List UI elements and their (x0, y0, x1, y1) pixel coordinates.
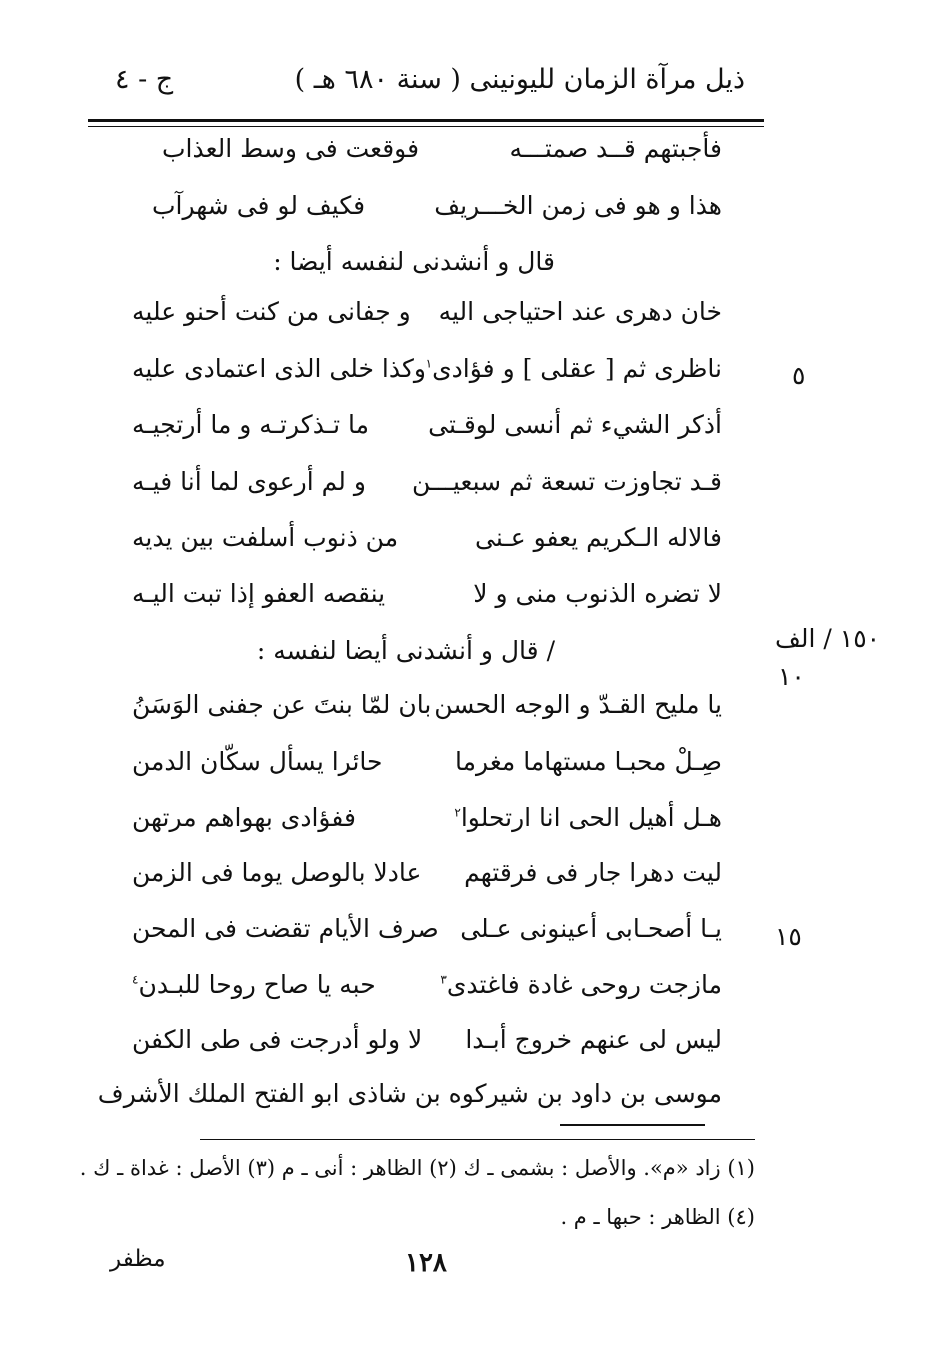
hemistich-first: مازجت روحى غادة فاغتدى$^٣$ (440, 970, 722, 999)
entry-heading: موسى بن داود بن شيركوه بن شاذى ابو الفتح الملك الأشرف (97, 1079, 722, 1108)
verse-line (132, 1025, 722, 1065)
hemistich-second: ما تـذكرتـه و ما أرتجيـه (132, 410, 370, 439)
verse-line (132, 803, 722, 843)
hemistich-first: هـل أهيل الحى انا ارتحلوا$^٢$ (454, 803, 722, 832)
note-mark: ٢ (454, 805, 461, 820)
footnote-line: (١) زاد «م». والأصل : بشمى ـ ك (٢) الظاهر : أنى ـ م (٣) الأصل : غداة ـ ك . (79, 1156, 755, 1180)
hemistich-second: حبه يا صاح روحا للبـدن$^٤$ (132, 970, 376, 999)
hemistich-first: هذا و هو فى زمن الخـــريف (434, 191, 722, 220)
hemistich-second: عادلا بالوصل يوما فى الزمن (132, 858, 422, 887)
hemistich-second: ففؤادى بهواهم مرتهن (132, 803, 356, 832)
hemistich-second: و لم أرعوى لما أنا فيـه (132, 467, 366, 496)
verse-line (132, 297, 722, 337)
hemistich-second: لا ولو أدرجت فى طى الكفن (132, 1025, 423, 1054)
hemistich-first: ليت دهرا جار فى فرقتهم (464, 858, 722, 887)
verse-line (132, 191, 722, 231)
margin-folio: ١٥٠ / الف (775, 624, 881, 653)
margin-line-number: ٥ (792, 361, 806, 390)
hemistich-first: قـد تجاوزت تسعة ثم سبعيـــن (412, 467, 722, 496)
verse-intro: قال و أنشدنى لنفسه أيضا : (273, 247, 555, 276)
printer-signature: مظفر (110, 1246, 166, 1272)
header-rule-thin (88, 126, 764, 127)
running-title: ذيل مرآة الزمان لليونينى ( سنة ٦٨٠ هـ ) (294, 64, 745, 95)
page-number: ١٢٨ (405, 1248, 447, 1278)
verse-intro: / قال و أنشدنى أيضا لنفسه : (256, 636, 555, 665)
hemistich-second: صرف الأيام تقضت فى المحن (132, 914, 439, 943)
hemistich-first: يـا أصحـابى أعينونى عـلى (460, 914, 722, 943)
verse-line (132, 134, 722, 174)
hemistich-first: ليس لى عنهم خروج أبـدا (465, 1025, 722, 1054)
hemistich-second: فكيف لو فى شهرآب (152, 191, 366, 220)
hemistich-first: صِـلْ محبـا مستهاما مغرما (455, 747, 722, 776)
hemistich-second: حائرا يسأل سكّان الدمن (132, 747, 383, 776)
hemistich-first: ناظرى ثم [ عقلى ] و فؤادى$^١$ (425, 354, 722, 383)
hemistich-second: بان لمّا بنتَ عن جفنى الوَسَنُ (132, 690, 432, 719)
hemistich-first: لا تضره الذنوب منى و لا (473, 579, 722, 608)
hemistich-second: و جفانى من كنت أحنو عليه (132, 297, 411, 326)
hemistich-first: خان دهرى عند احتياجى اليه (438, 297, 722, 326)
footnote-rule (200, 1139, 755, 1140)
header-rule-thick (88, 119, 764, 122)
verse-line (132, 523, 722, 563)
verse-line (132, 410, 722, 450)
volume-number: ج - ٤ (115, 64, 174, 95)
hemistich-second: وكذا خلى الذى اعتمادى عليه (132, 354, 426, 383)
hemistich-first: أذكر الشيء ثم أنسى لوقـتى (428, 410, 722, 439)
hemistich-second: من ذنوب أسلفت بين يديه (132, 523, 399, 552)
entry-underline (560, 1124, 705, 1126)
verse-line (132, 467, 722, 507)
hemistich-first: يا مليح القـدّ و الوجه الحسن (434, 690, 722, 719)
verse-line (132, 354, 722, 394)
hemistich-second: ينقصه العفو إذا تبت اليـه (132, 579, 386, 608)
verse-line (132, 579, 722, 619)
hemistich-first: فالاله الـكريم يعفو عـنى (475, 523, 722, 552)
note-mark: ١ (425, 356, 433, 371)
margin-line-number: ١٥ (775, 922, 802, 951)
verse-line (132, 858, 722, 898)
verse-line (132, 747, 722, 787)
hemistich-first: فأجبتهم قــد صمتـــه (509, 134, 722, 163)
verse-line (132, 970, 722, 1010)
note-mark: ٤ (132, 972, 139, 987)
margin-line-number: ١٠ (778, 662, 805, 691)
hemistich-second: فوقعت فى وسط العذاب (162, 134, 420, 163)
verse-line (132, 914, 722, 954)
note-mark: ٣ (440, 972, 447, 987)
verse-line (132, 690, 722, 730)
footnote-line: (٤) الظاهر : حبها ـ م . (560, 1205, 755, 1229)
